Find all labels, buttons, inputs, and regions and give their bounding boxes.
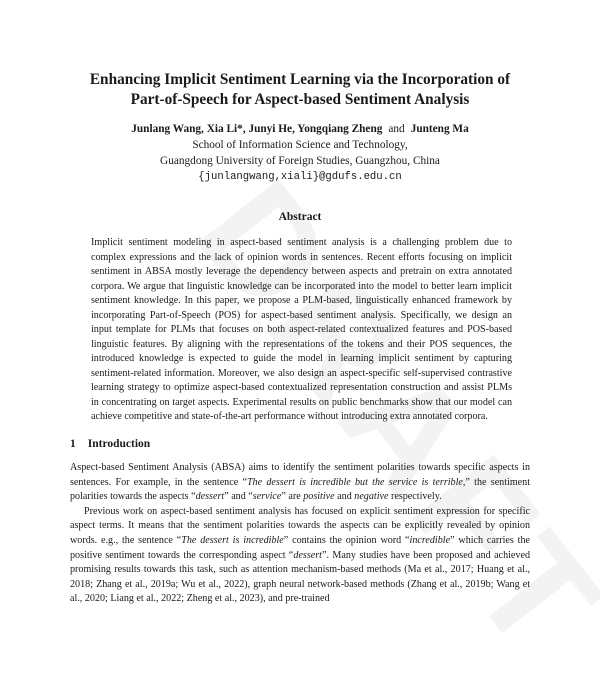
intro-paragraph-2 — [70, 505, 530, 607]
paper-title — [40, 70, 560, 110]
text-run: ” are — [281, 491, 304, 503]
author-conjunction: and — [388, 123, 405, 135]
example-sentence: The dessert is incredible — [181, 534, 284, 546]
intro-paragraph-1 — [70, 461, 530, 505]
polarity-term: positive — [303, 491, 335, 503]
title-line-1: Enhancing Implicit Sentiment Learning via the Incorporation of — [89, 71, 511, 88]
affiliation-line-1: School of Information Science and Technology, — [192, 139, 408, 151]
aspect-term: dessert — [195, 491, 225, 503]
introduction-body — [70, 461, 530, 607]
author-names — [40, 121, 560, 137]
polarity-term: negative — [354, 491, 389, 503]
text-run: ” contains the opinion word “ — [283, 534, 410, 546]
example-sentence: The dessert is incredible but the service is terrible, — [246, 476, 466, 488]
text-run: ” and “ — [224, 491, 253, 503]
section-heading — [70, 438, 150, 450]
text-run: and — [334, 491, 355, 503]
text-run: ” the sentiment polarities towards the aspects “ — [70, 476, 531, 503]
text-run: ” which carries the positive sentiment towards the corresponding aspect “ — [70, 534, 530, 561]
section-title: Introduction — [87, 438, 151, 450]
author-email: {junlangwang,xiali}@gdufs.edu.cn — [198, 171, 402, 183]
author-list: Junlang Wang, Xia Li*, Junyi He, Yongqiang Zheng — [131, 123, 383, 135]
affiliation-line-2: Guangdong University of Foreign Studies, Guangzhou, China — [160, 155, 440, 167]
opinion-term: incredible — [409, 534, 451, 546]
section-number: 1 — [70, 438, 76, 450]
abstract-heading: Abstract — [278, 211, 322, 223]
aspect-term: service — [252, 491, 282, 503]
aspect-term: dessert — [293, 549, 322, 561]
author-block — [40, 121, 560, 185]
text-run: ”. Many studies have been proposed and achieved promising results towards this task, such as attention mechanism-based methods (Ma et al., 2017; Huang et al., 2018; Zhang et al., 2019a; Wu et al., 2022), graph neural network-based methods (Zhang et al., 2019b; Wang et al., 2020; Liang et al., 2022; Zheng et al., 2023), and pre-trained — [70, 549, 530, 605]
last-author: Junteng Ma — [410, 123, 469, 135]
text-run: Previous work on aspect-based sentiment analysis has focused on explicit sentiment expression for specific aspect terms. It means that the sentiment polarities towards the aspects can be explicitly revealed by opinion words. e.g., the sentence “ — [70, 505, 530, 546]
title-line-2: Part-of-Speech for Aspect-based Sentiment Analysis — [130, 91, 470, 108]
text-run: Aspect-based Sentiment Analysis (ABSA) aims to identify the sentiment polarities towards specific aspects in sentences. For example, in the sentence “ — [70, 462, 530, 488]
text-run: respectively. — [388, 491, 442, 503]
abstract-body: Implicit sentiment modeling in aspect-based sentiment analysis is a challenging problem due to complex expressions and the lack of opinion words in sentences. Recent efforts focusing on implicit sentiment in ABSA mostly leverage the dependency between aspects and pretrain on extra annotated corpora. We argue that linguistic knowledge can be incorporated into the model to better learn implicit sentiment knowledge. In this paper, we propose a PLM-based, linguistically enhanced framework by incorporating Part-of-Speech (POS) for aspect-based sentiment analysis. Specifically, we design an input template for PLMs that focuses on both aspect-related contextualized features and POS-based linguistic features. By aligning with the representations of the tokens and their POS sequences, the introduced knowledge is expected to guide the model in learning implicit sentiment by capturing sentiment-related information. Moreover, we also design an aspect-specific self-supervised contrastive learning strategy to optimize aspect-based contextualized representation construction and assist PLMs in concentrating on target aspects. Experimental results on public benchmarks show that our model can achieve competitive and state-of-the-art performance without introducing extra annotated corpora. — [91, 237, 512, 422]
